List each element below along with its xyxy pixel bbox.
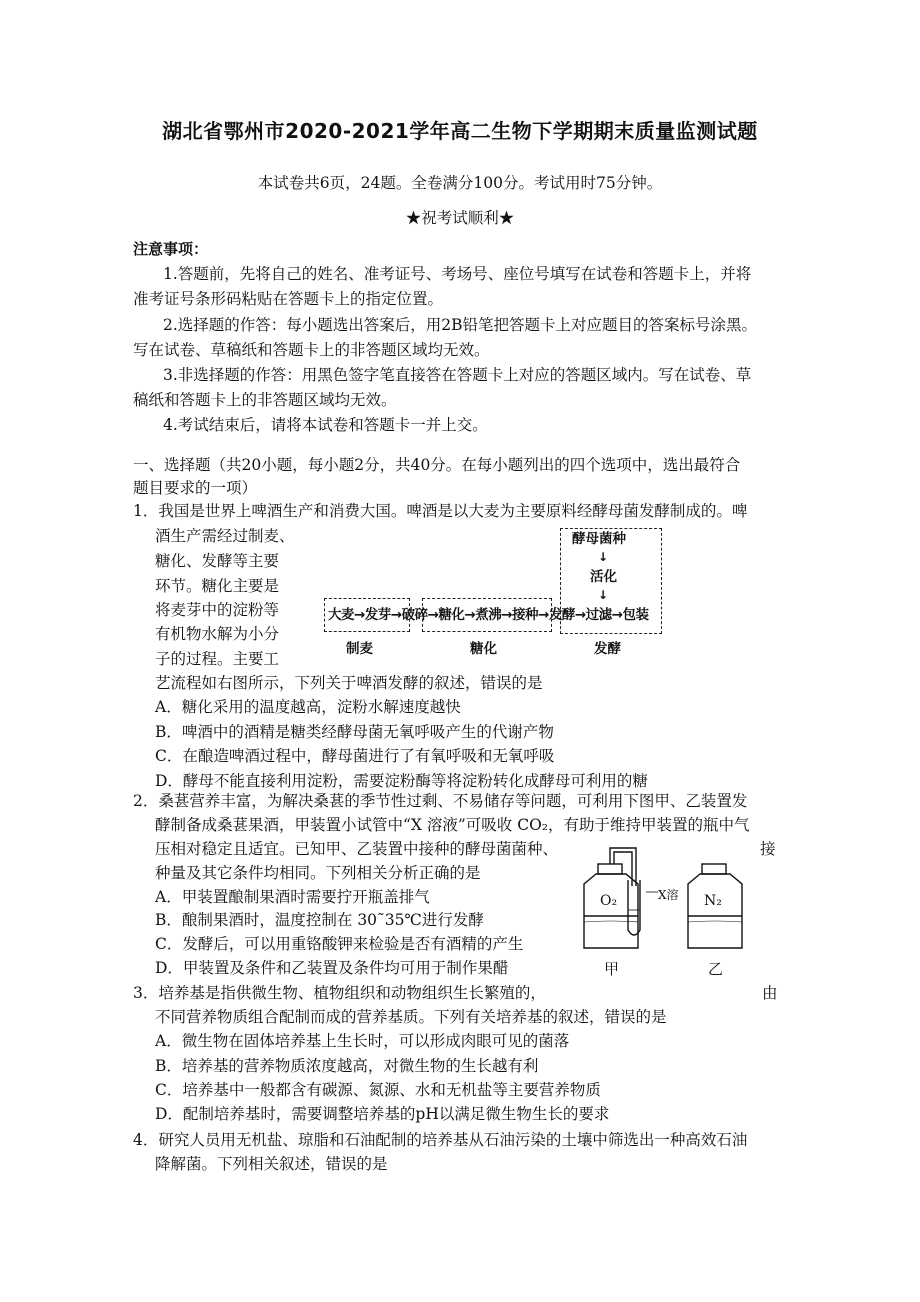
arrow-down-icon: ↓ xyxy=(598,588,609,602)
notice-item-3: 3.非选择题的作答：用黑色签字笔直接答在答题卡上对应的答题区域内。写在试卷、草 xyxy=(163,366,752,384)
section-heading: 一、选择题（共20小题，每小题2分，共40分。在每小题列出的四个选项中，选出最符合 xyxy=(133,456,741,474)
q1-stem-line: 有机物水解为小分 xyxy=(155,625,280,643)
section-heading-cont: 题目要求的一项） xyxy=(133,479,258,497)
activation-label: 活化 xyxy=(590,569,617,585)
x-solution-label: X溶 xyxy=(658,888,679,902)
stage-label-fermentation: 发酵 xyxy=(594,641,621,657)
oxygen-label: O₂ xyxy=(600,893,618,909)
blessing: ★祝考试顺利★ xyxy=(405,209,515,227)
q2-option-c: C．发酵后，可以用重铬酸钾来检验是否有酒精的产生 xyxy=(155,935,524,953)
q2-stem: 2．桑葚营养丰富，为解决桑葚的季节性过剩、不易储存等问题，可利用下图甲、乙装置发 xyxy=(133,792,748,810)
stage-label-saccharification: 糖化 xyxy=(470,641,497,657)
notice-item-4: 4.考试结束后，请将本试卷和答题卡一并上交。 xyxy=(163,416,488,434)
notice-heading: 注意事项： xyxy=(133,240,209,258)
q2-option-d: D．甲装置及条件和乙装置及条件均可用于制作果醋 xyxy=(155,959,509,977)
process-chain: 大麦→发芽→破碎→糖化→煮沸→接种→发酵→过滤→包装 xyxy=(328,607,649,623)
q2-stem-line-end: 接 xyxy=(760,840,776,858)
q1-stem-line: 糖化、发酵等主要 xyxy=(155,552,280,570)
q1-option-c: C．在酿造啤酒过程中，酵母菌进行了有氧呼吸和无氧呼吸 xyxy=(155,747,555,765)
q2-stem-line: 酵制备成桑葚果酒，甲装置小试管中“X 溶液”可吸收 CO₂，有助于维持甲装置的瓶中气 xyxy=(155,816,750,834)
q3-stem-line: 不同营养物质组合配制而成的营养基质。下列有关培养基的叙述，错误的是 xyxy=(155,1008,667,1026)
q4-stem-line: 降解菌。下列相关叙述，错误的是 xyxy=(155,1155,388,1173)
q3-stem: 3．培养基是指供微生物、植物组织和动物组织生长繁殖的， xyxy=(133,984,546,1002)
q1-option-d: D．酵母不能直接利用淀粉，需要淀粉酶等将淀粉转化成酵母可利用的糖 xyxy=(155,772,648,790)
q1-stem-line: 艺流程如右图所示，下列关于啤酒发酵的叙述，错误的是 xyxy=(155,674,543,692)
q3-option-b: B．培养基的营养物质浓度越高，对微生物的生长越有利 xyxy=(155,1057,539,1075)
bottle-cap xyxy=(702,864,726,874)
fermentation-apparatus xyxy=(574,840,774,980)
q3-option-a: A．微生物在固体培养基上生长时，可以形成肉眼可见的菌落 xyxy=(155,1032,570,1050)
q4-stem: 4．研究人员用无机盐、琼脂和石油配制的培养基从石油污染的土壤中筛选出一种高效石油 xyxy=(133,1131,748,1149)
stage-label-malting: 制麦 xyxy=(346,641,373,657)
notice-item-1: 1.答题前，先将自己的姓名、准考证号、考场号、座位号填写在试卷和答题卡上，并将 xyxy=(163,265,752,283)
apparatus-yi-label: 乙 xyxy=(708,960,724,978)
q3-option-c: C．培养基中一般都含有碳源、氮源、水和无机盐等主要营养物质 xyxy=(155,1081,601,1099)
yeast-strain-label: 酵母菌种 xyxy=(572,531,626,547)
notice-item-3-cont: 稿纸和答题卡上的非答题区域均无效。 xyxy=(133,391,397,409)
arrow-down-icon: ↓ xyxy=(598,550,609,564)
q1-option-a: A．糖化采用的温度越高，淀粉水解速度越快 xyxy=(155,698,461,716)
nitrogen-label: N₂ xyxy=(704,893,722,909)
notice-item-2-cont: 写在试卷、草稿纸和答题卡上的非答题区域均无效。 xyxy=(133,341,490,359)
q1-stem-line: 酒生产需经过制麦、 xyxy=(155,527,295,545)
q2-option-a: A．甲装置酿制果酒时需要拧开瓶盖排气 xyxy=(155,888,430,906)
q1-stem-line: 环节。糖化主要是 xyxy=(155,577,280,595)
brewing-flow-diagram xyxy=(322,526,762,656)
q1-stem: 1．我国是世界上啤酒生产和消费大国。啤酒是以大麦为主要原料经酵母菌发酵制成的。啤 xyxy=(133,502,748,520)
q3-stem-line-end: 由 xyxy=(762,984,778,1002)
page-title: 湖北省鄂州市2020-2021学年高二生物下学期期末质量监测试题 xyxy=(162,119,758,143)
notice-item-1-cont: 准考证号条形码粘贴在答题卡上的指定位置。 xyxy=(133,290,444,308)
q2-stem-line: 种量及其它条件均相同。下列相关分析正确的是 xyxy=(155,864,481,882)
notice-item-2: 2.选择题的作答：每小题选出答案后，用2B铅笔把答题卡上对应题目的答案标号涂黑。 xyxy=(163,316,758,334)
q1-option-b: B．啤酒中的酒精是糖类经酵母菌无氧呼吸产生的代谢产物 xyxy=(155,723,554,741)
exam-info: 本试卷共6页，24题。全卷满分100分。考试用时75分钟。 xyxy=(257,174,663,192)
q3-option-d: D．配制培养基时，需要调整培养基的pH以满足微生物生长的要求 xyxy=(155,1105,610,1123)
apparatus-jia-label: 甲 xyxy=(604,960,620,978)
q1-stem-line: 将麦芽中的淀粉等 xyxy=(155,601,280,619)
bottle-cap xyxy=(598,864,622,874)
q1-stem-line: 子的过程。主要工 xyxy=(155,650,280,668)
q2-option-b: B．酿制果酒时，温度控制在 30˜35℃进行发酵 xyxy=(155,911,484,929)
q2-stem-line: 压相对稳定且适宜。已知甲、乙装置中接种的酵母菌菌种、 xyxy=(155,840,559,858)
